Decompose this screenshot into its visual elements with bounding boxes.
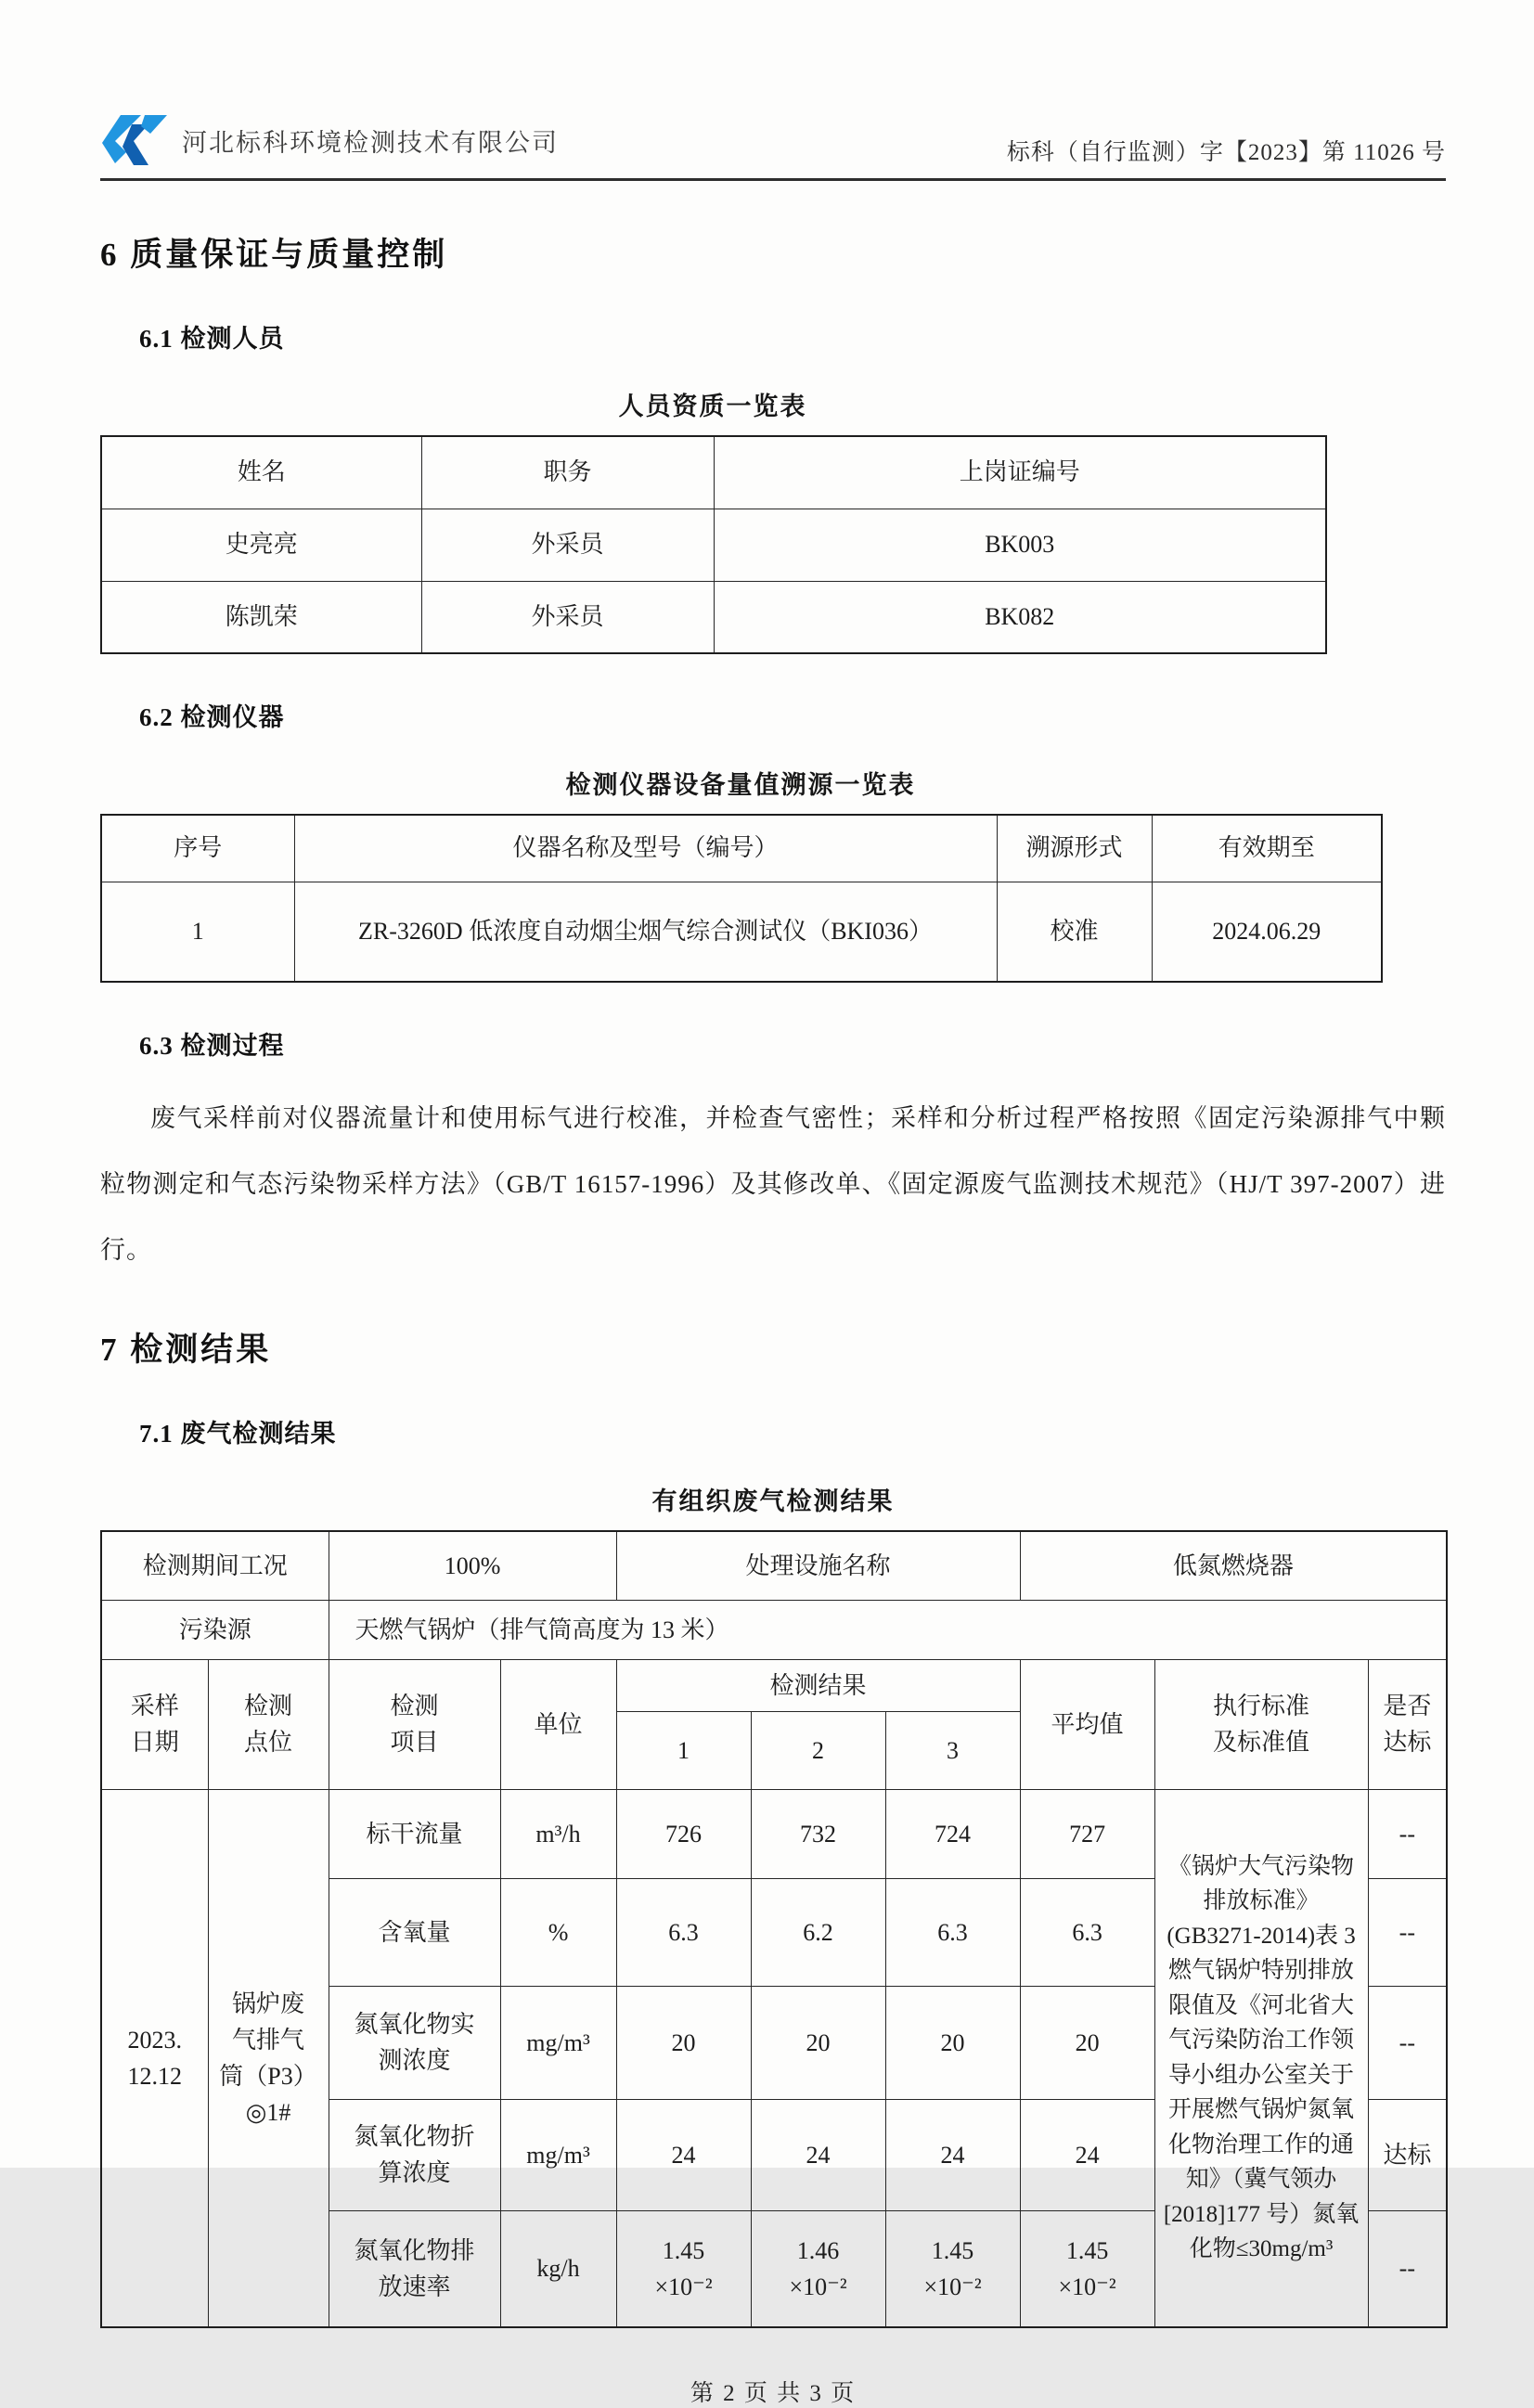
item-name: 标干流量 xyxy=(329,1789,500,1878)
value-avg: 6.3 xyxy=(1020,1878,1154,1986)
condition-row xyxy=(101,1531,1447,1600)
col-header-cert: 上岗证编号 xyxy=(714,436,1326,509)
instrument-index: 1 xyxy=(101,882,294,982)
value-2: 732 xyxy=(751,1789,885,1878)
facility-label: 处理设施名称 xyxy=(616,1531,1020,1600)
source-value: 天燃气锅炉（排气筒高度为 13 米） xyxy=(329,1600,1447,1659)
section-7-title: 7 检测结果 xyxy=(100,1332,272,1368)
value-avg: 1.45 ×10⁻² xyxy=(1020,2210,1154,2327)
person-duty: 外采员 xyxy=(421,581,714,653)
compliance-flag: -- xyxy=(1368,1986,1447,2099)
instruments-table xyxy=(100,814,1383,983)
page-header xyxy=(100,0,1446,181)
person-duty: 外采员 xyxy=(421,509,714,581)
source-label: 污染源 xyxy=(101,1600,329,1659)
col-header-duty: 职务 xyxy=(421,436,714,509)
value-3: 24 xyxy=(885,2099,1020,2210)
col-header-index: 序号 xyxy=(101,815,294,882)
document-number: 标科（自行监测）字【2023】第 11026 号 xyxy=(1006,140,1446,165)
results-header-row-1 xyxy=(101,1659,1447,1711)
sampling-point: 锅炉废 气排气 筒（P3） ◎1# xyxy=(208,1789,329,2327)
person-name: 陈凯荣 xyxy=(101,581,421,653)
col-header-point: 检测 点位 xyxy=(208,1659,329,1789)
section-6-1-title: 6.1 检测人员 xyxy=(139,325,285,353)
col-header-results: 检测结果 xyxy=(616,1659,1020,1711)
instrument-valid-until: 2024.06.29 xyxy=(1152,882,1382,982)
compliance-flag: -- xyxy=(1368,1789,1447,1878)
persons-header-row xyxy=(101,436,1326,509)
facility-value: 低氮燃烧器 xyxy=(1020,1531,1447,1600)
value-3: 6.3 xyxy=(885,1878,1020,1986)
col-header-item: 检测 项目 xyxy=(329,1659,500,1789)
company-name: 河北标科环境检测技术有限公司 xyxy=(182,128,559,157)
instrument-name: ZR-3260D 低浓度自动烟尘烟气综合测试仪（BKI036） xyxy=(294,882,997,982)
item-name: 氮氧化物排 放速率 xyxy=(329,2210,500,2327)
col-header-sample-date: 采样 日期 xyxy=(101,1659,208,1789)
table-row xyxy=(101,882,1382,982)
value-avg: 24 xyxy=(1020,2099,1154,2210)
value-1: 6.3 xyxy=(616,1878,751,1986)
value-1: 24 xyxy=(616,2099,751,2210)
compliance-flag: 达标 xyxy=(1368,2099,1447,2210)
col-header-name: 姓名 xyxy=(101,436,421,509)
compliance-flag: -- xyxy=(1368,1878,1447,1986)
value-avg: 20 xyxy=(1020,1986,1154,2099)
value-1: 20 xyxy=(616,1986,751,2099)
company-logo-icon xyxy=(100,113,169,167)
value-2: 24 xyxy=(751,2099,885,2210)
section-7-1-title: 7.1 废气检测结果 xyxy=(139,1420,337,1448)
value-avg: 727 xyxy=(1020,1789,1154,1878)
results-table-caption: 有组织废气检测结果 xyxy=(651,1487,895,1515)
item-unit: mg/m³ xyxy=(500,1986,616,2099)
compliance-flag: -- xyxy=(1368,2210,1447,2327)
col-header-run3: 3 xyxy=(885,1711,1020,1789)
condition-label: 检测期间工况 xyxy=(101,1531,329,1600)
item-unit: % xyxy=(500,1878,616,1986)
table-row xyxy=(101,1789,1447,1878)
testing-process-paragraph: 废气采样前对仪器流量计和使用标气进行校准，并检查气密性；采样和分析过程严格按照《固定污染源排气中颗粒物测定和气态污染物采样方法》（GB/T 16157-1996）及其修改单、《固定源废气监测技术规范》（HJ/T 397-2007）进行。 xyxy=(100,1104,1446,1264)
persons-table-caption: 人员资质一览表 xyxy=(618,393,807,420)
instruments-header-row xyxy=(101,815,1382,882)
col-header-compliance: 是否 达标 xyxy=(1368,1659,1447,1789)
col-header-valid-until: 有效期至 xyxy=(1152,815,1382,882)
col-header-instrument: 仪器名称及型号（编号） xyxy=(294,815,997,882)
person-cert: BK082 xyxy=(714,581,1326,653)
col-header-run2: 2 xyxy=(751,1711,885,1789)
person-name: 史亮亮 xyxy=(101,509,421,581)
item-name: 氮氧化物实 测浓度 xyxy=(329,1986,500,2099)
value-2: 6.2 xyxy=(751,1878,885,1986)
header-left xyxy=(100,113,559,167)
col-header-unit: 单位 xyxy=(500,1659,616,1789)
page-content xyxy=(0,229,1534,2408)
value-2: 20 xyxy=(751,1986,885,2099)
table-row xyxy=(101,581,1326,653)
value-2: 1.46 ×10⁻² xyxy=(751,2210,885,2327)
instrument-trace-form: 校准 xyxy=(997,882,1152,982)
section-6-title: 6 质量保证与质量控制 xyxy=(100,237,448,273)
value-3: 1.45 ×10⁻² xyxy=(885,2210,1020,2327)
results-table xyxy=(100,1530,1448,2328)
col-header-run1: 1 xyxy=(616,1711,751,1789)
value-3: 724 xyxy=(885,1789,1020,1878)
sample-date: 2023. 12.12 xyxy=(101,1789,208,2327)
condition-value: 100% xyxy=(329,1531,616,1600)
instruments-table-caption: 检测仪器设备量值溯源一览表 xyxy=(565,771,916,799)
value-1: 1.45 ×10⁻² xyxy=(616,2210,751,2327)
section-6-2-title: 6.2 检测仪器 xyxy=(139,703,285,731)
item-unit: m³/h xyxy=(500,1789,616,1878)
section-6-3-title: 6.3 检测过程 xyxy=(139,1032,285,1060)
table-row xyxy=(101,509,1326,581)
source-row xyxy=(101,1600,1447,1659)
item-unit: kg/h xyxy=(500,2210,616,2327)
item-name: 含氧量 xyxy=(329,1878,500,1986)
standard-text: 《锅炉大气污染物排放标准》(GB3271-2014)表 3 燃气锅炉特别排放限值及《河北省大气污染防治工作领导小组办公室关于开展燃气锅炉氮氧化物治理工作的通知》（冀气领办[2018]177 号）氮氧化物≤30mg/m³ xyxy=(1154,1789,1368,2327)
item-name: 氮氧化物折 算浓度 xyxy=(329,2099,500,2210)
person-cert: BK003 xyxy=(714,509,1326,581)
persons-table xyxy=(100,435,1327,654)
value-1: 726 xyxy=(616,1789,751,1878)
col-header-standard: 执行标准 及标准值 xyxy=(1154,1659,1368,1789)
item-unit: mg/m³ xyxy=(500,2099,616,2210)
col-header-trace-form: 溯源形式 xyxy=(997,815,1152,882)
value-3: 20 xyxy=(885,1986,1020,2099)
page-number: 第 2 页 共 3 页 xyxy=(690,2381,857,2406)
col-header-average: 平均值 xyxy=(1020,1659,1154,1789)
